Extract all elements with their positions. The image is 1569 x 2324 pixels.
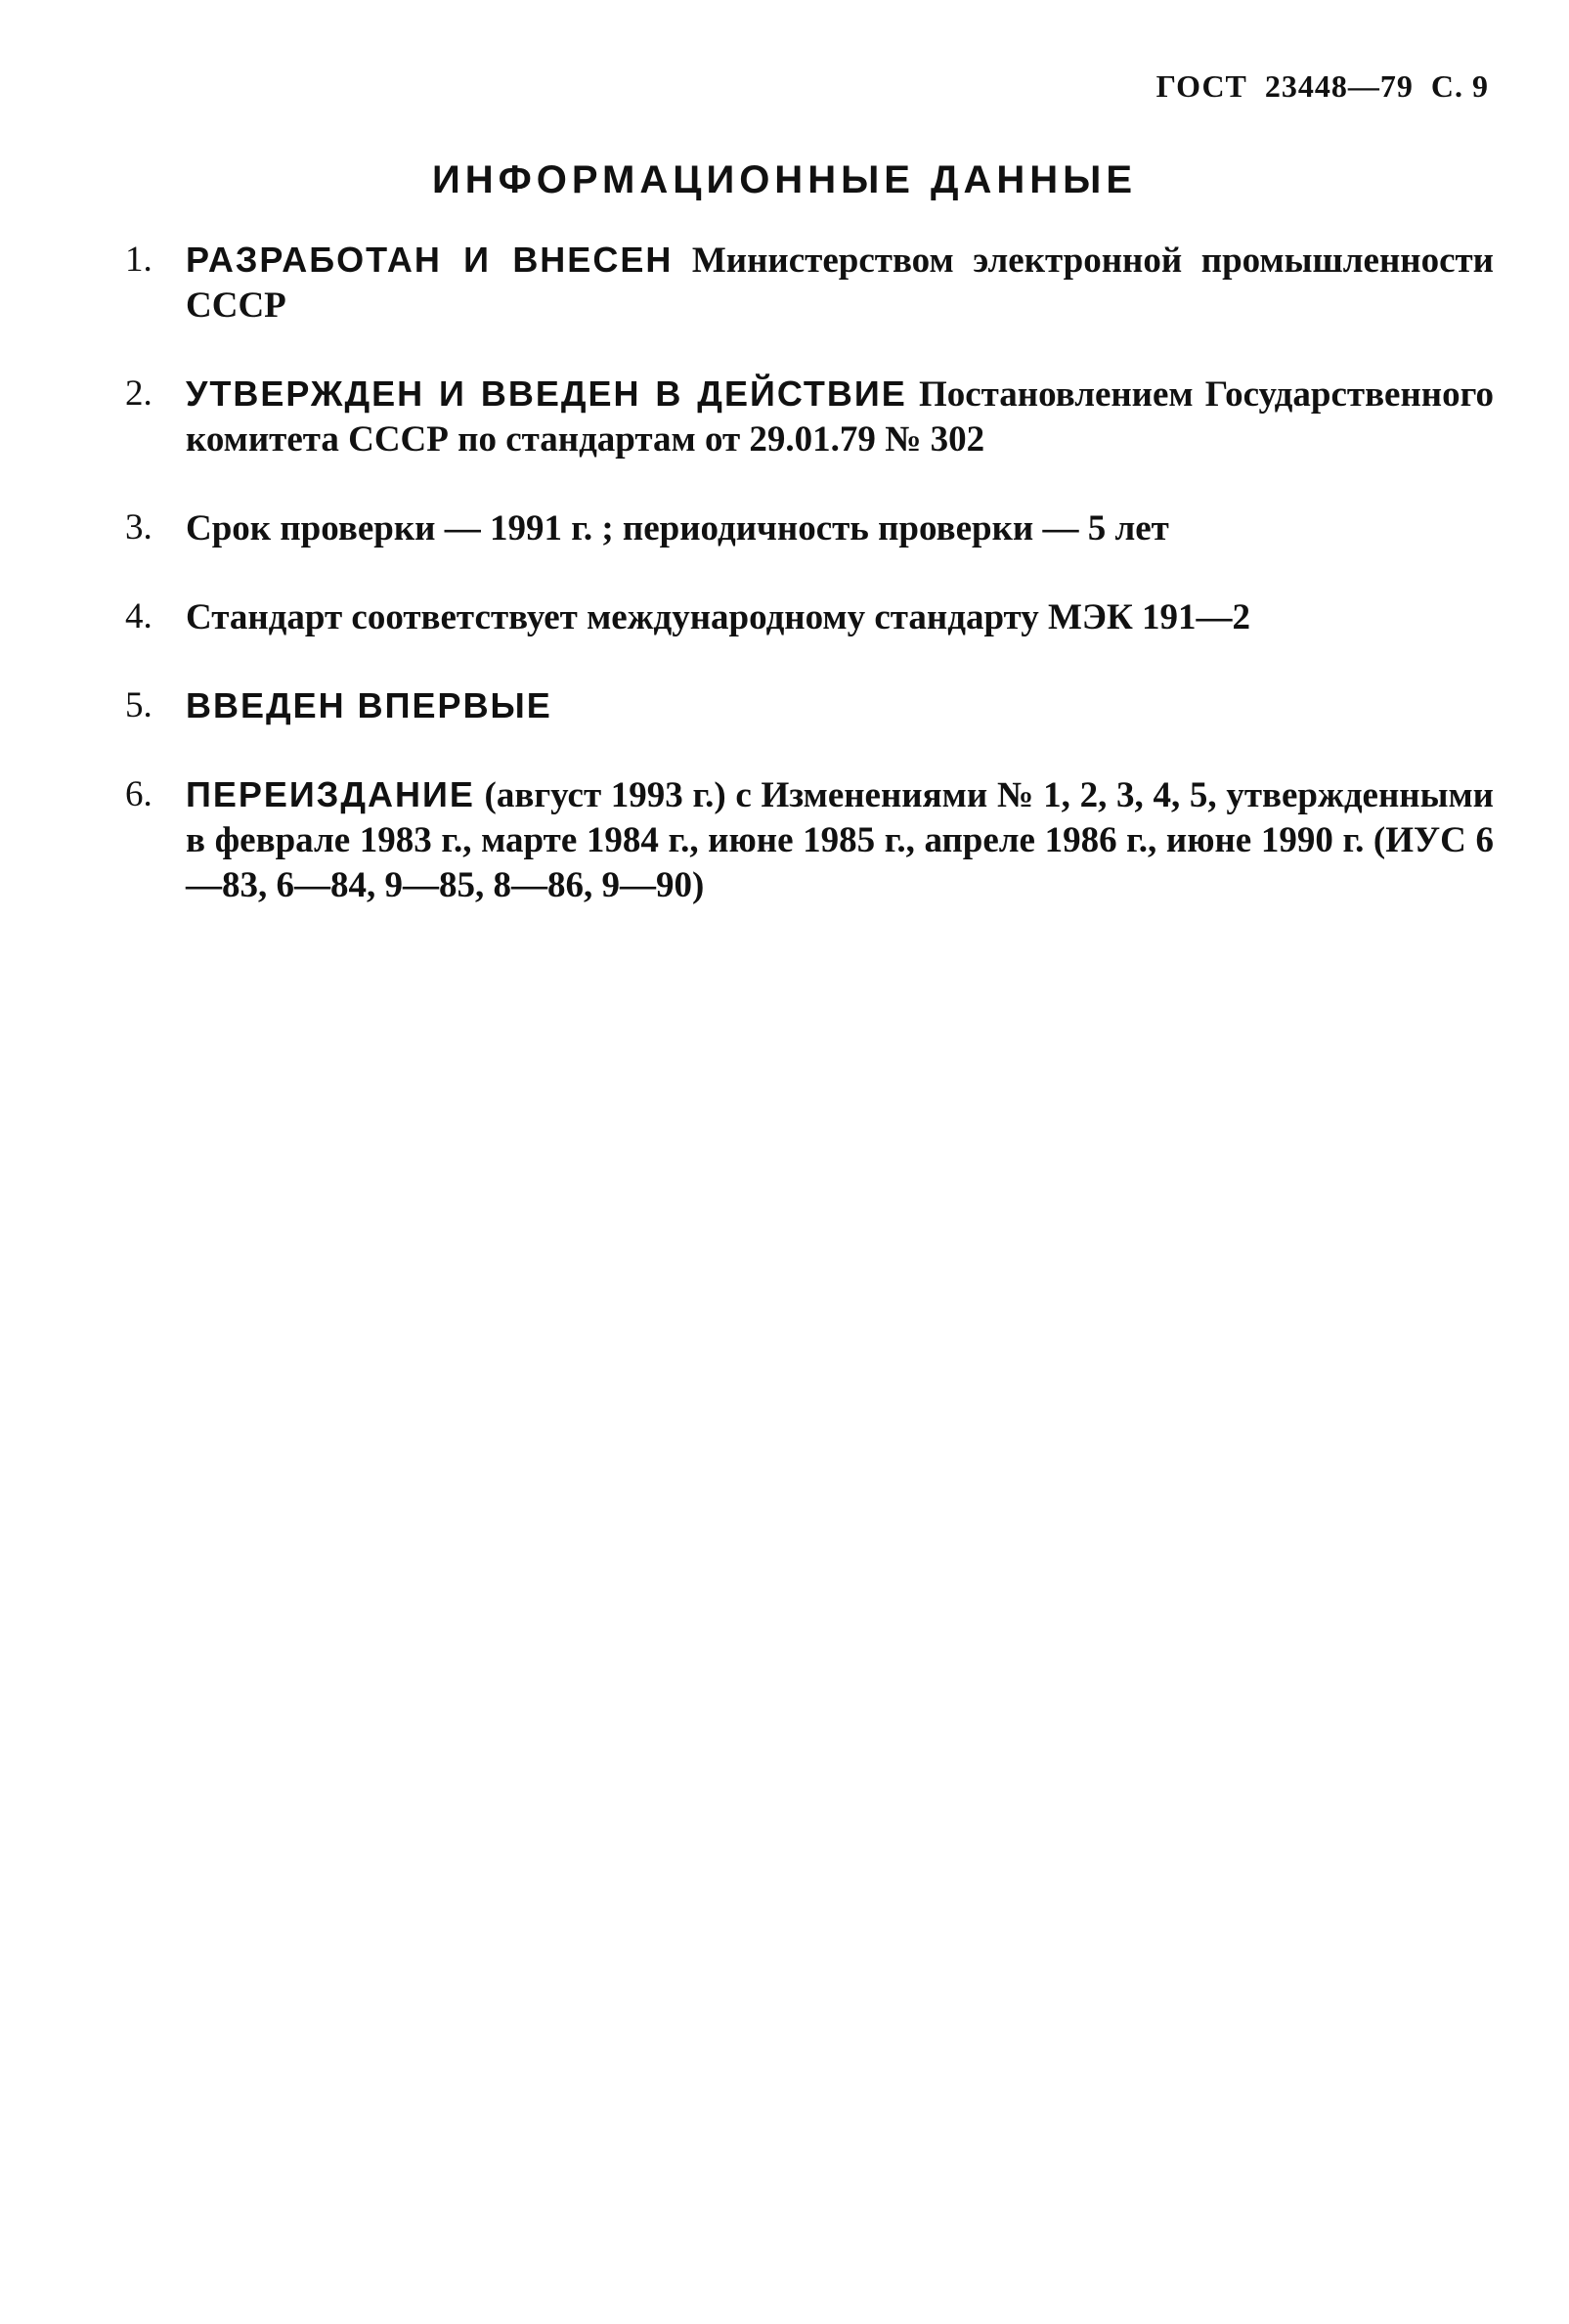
item-text: Срок проверки — 1991 г. ; периодичность проверки — 5 лет [186, 508, 1169, 548]
info-item-3 [125, 505, 1494, 551]
item-number: 5. [125, 685, 153, 725]
section-title: ИНФОРМАЦИОННЫЕ ДАННЫЕ [431, 158, 1138, 201]
item-number: 6. [125, 774, 153, 814]
info-item-6 [125, 772, 1494, 908]
item-lead: ПЕРЕИЗДАНИЕ [186, 774, 475, 814]
item-lead: РАЗРАБОТАН И ВНЕСЕН [186, 240, 674, 280]
standard-code: 23448—79 [1264, 68, 1414, 104]
item-text: Стандарт соответствует международному стандарту МЭК 191—2 [186, 597, 1251, 637]
item-number: 1. [125, 240, 153, 280]
item-number: 2. [125, 373, 153, 414]
info-item-4 [125, 594, 1494, 640]
item-number: 3. [125, 507, 153, 548]
item-lead: ВВЕДЕН ВПЕРВЫЕ [186, 685, 552, 725]
info-item-1 [125, 238, 1494, 329]
item-text: (август 1993 г.) с Изменениями № 1, 2, 3, 4, 5, утвержденными в феврале 1983 г., марте 1984 г., июне 1985 г., апреле 1986 г., июне 1990 г. (ИУС 6—83, 6—84, 9—85, 8—86, 9—90) [186, 775, 1494, 905]
item-text: Министерством электронной промышленности СССР [186, 241, 1494, 326]
item-number: 4. [125, 596, 153, 636]
info-item-5 [125, 683, 1494, 729]
page-number: С. 9 [1430, 68, 1489, 104]
info-list [125, 238, 1494, 951]
page-header [1156, 68, 1489, 105]
item-lead: УТВЕРЖДЕН И ВВЕДЕН В ДЕЙСТВИЕ [186, 373, 907, 414]
item-text: Постановлением Государственного комитета СССР по стандартам от 29.01.79 № 302 [186, 374, 1494, 460]
standard-label: ГОСТ [1155, 68, 1247, 104]
info-item-2 [125, 372, 1494, 462]
